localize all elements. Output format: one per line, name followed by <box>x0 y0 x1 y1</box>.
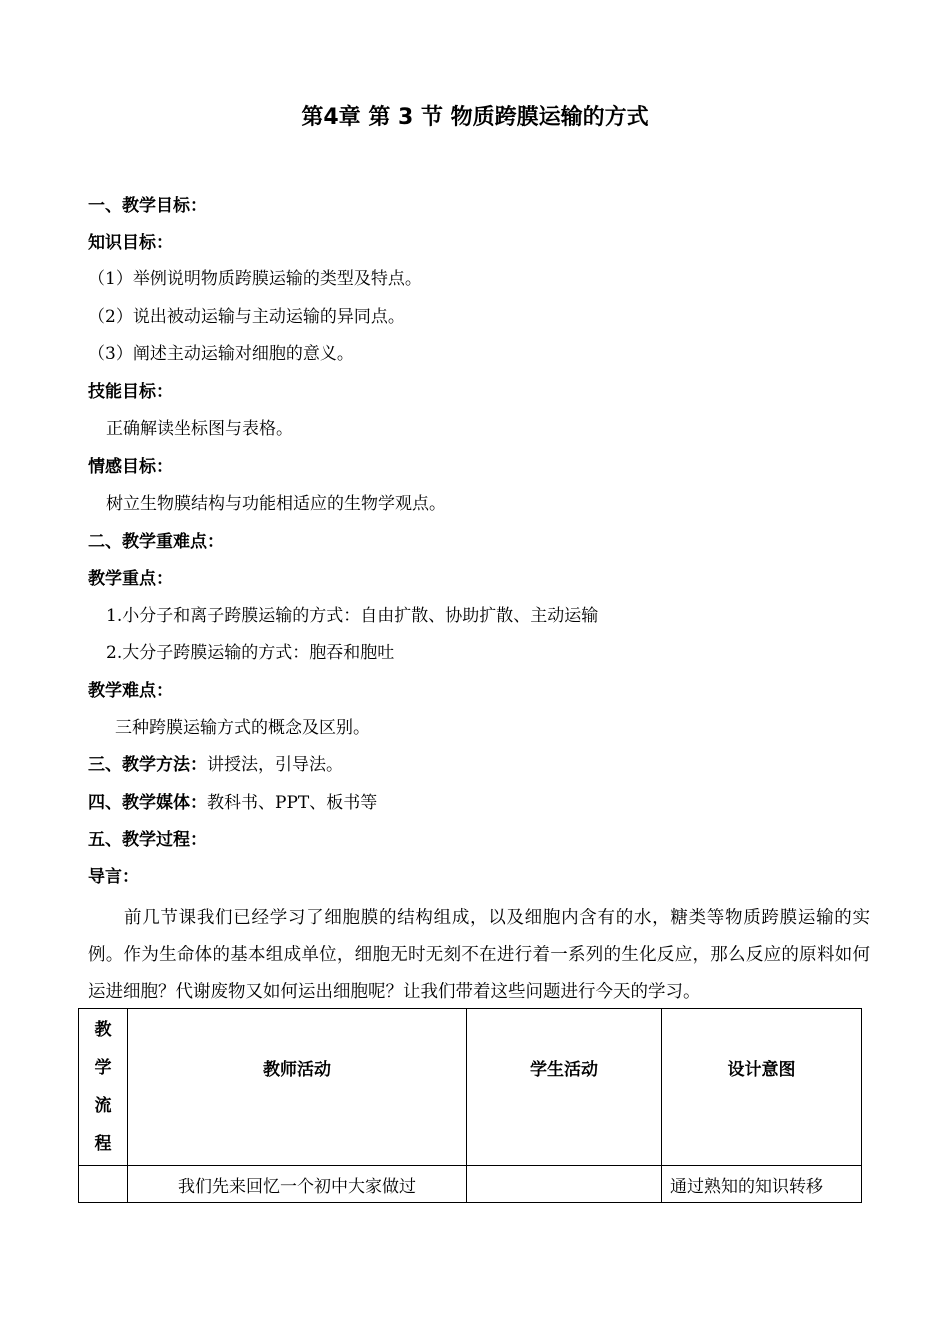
section-3-value: 讲授法，引导法。 <box>207 755 343 775</box>
row-student-cell <box>467 1166 662 1203</box>
section-3 <box>88 753 343 777</box>
section-2-heading: 二、教学重难点： <box>88 532 224 552</box>
table-row <box>79 1166 862 1203</box>
teaching-process-table <box>78 1008 862 1203</box>
section-4-value: 教科书、PPT、板书等 <box>207 793 378 813</box>
section-1-heading: 一、教学目标： <box>88 196 207 216</box>
header-process-char: 程 <box>94 1134 112 1154</box>
difficulty-text: 三种跨膜运输方式的概念及区别。 <box>115 718 370 738</box>
knowledge-item: （1）举例说明物质跨膜运输的类型及特点。 <box>88 269 422 289</box>
difficulty-heading: 教学难点： <box>88 681 173 701</box>
header-design-cell: 设计意图 <box>662 1009 862 1166</box>
header-process-char: 教 <box>94 1020 112 1040</box>
skill-heading: 技能目标： <box>88 382 173 402</box>
knowledge-heading: 知识目标： <box>88 233 173 253</box>
intro-paragraph: 前几节课我们已经学习了细胞膜的结构组成，以及细胞内含有的水，糖类等物质跨膜运输的实例。作为生命体的基本组成单位，细胞无时无刻不在进行着一系列的生化反应，那么反应的原料如何运进细胞？代谢废物又如何运出细胞呢？让我们带着这些问题进行今天的学习。 <box>88 908 870 1002</box>
section-4 <box>88 791 377 815</box>
table-header-row <box>79 1009 862 1166</box>
header-student-cell: 学生活动 <box>467 1009 662 1166</box>
knowledge-item: （3）阐述主动运输对细胞的意义。 <box>88 344 354 364</box>
emotion-text: 树立生物膜结构与功能相适应的生物学观点。 <box>106 494 446 514</box>
section-4-label: 四、教学媒体： <box>88 793 207 813</box>
emotion-heading: 情感目标： <box>88 457 173 477</box>
page-title: 第4章 第 3 节 物质跨膜运输的方式 <box>301 105 649 130</box>
key-heading: 教学重点： <box>88 569 173 589</box>
intro-heading: 导言： <box>88 867 139 887</box>
skill-text: 正确解读坐标图与表格。 <box>106 419 293 439</box>
row-design-cell: 通过熟知的知识转移 <box>662 1166 862 1203</box>
header-process-char: 学 <box>94 1058 112 1078</box>
key-item: 1.小分子和离子跨膜运输的方式：自由扩散、协助扩散、主动运输 <box>106 606 599 626</box>
header-process-char: 流 <box>94 1096 112 1116</box>
header-teacher-cell: 教师活动 <box>128 1009 467 1166</box>
key-item: 2.大分子跨膜运输的方式：胞吞和胞吐 <box>106 643 395 663</box>
section-5-heading: 五、教学过程： <box>88 830 207 850</box>
row-process-cell <box>79 1166 128 1203</box>
row-teacher-cell: 我们先来回忆一个初中大家做过 <box>128 1166 467 1203</box>
header-process-cell <box>79 1009 128 1166</box>
section-3-label: 三、教学方法： <box>88 755 207 775</box>
knowledge-item: （2）说出被动运输与主动运输的异同点。 <box>88 307 405 327</box>
